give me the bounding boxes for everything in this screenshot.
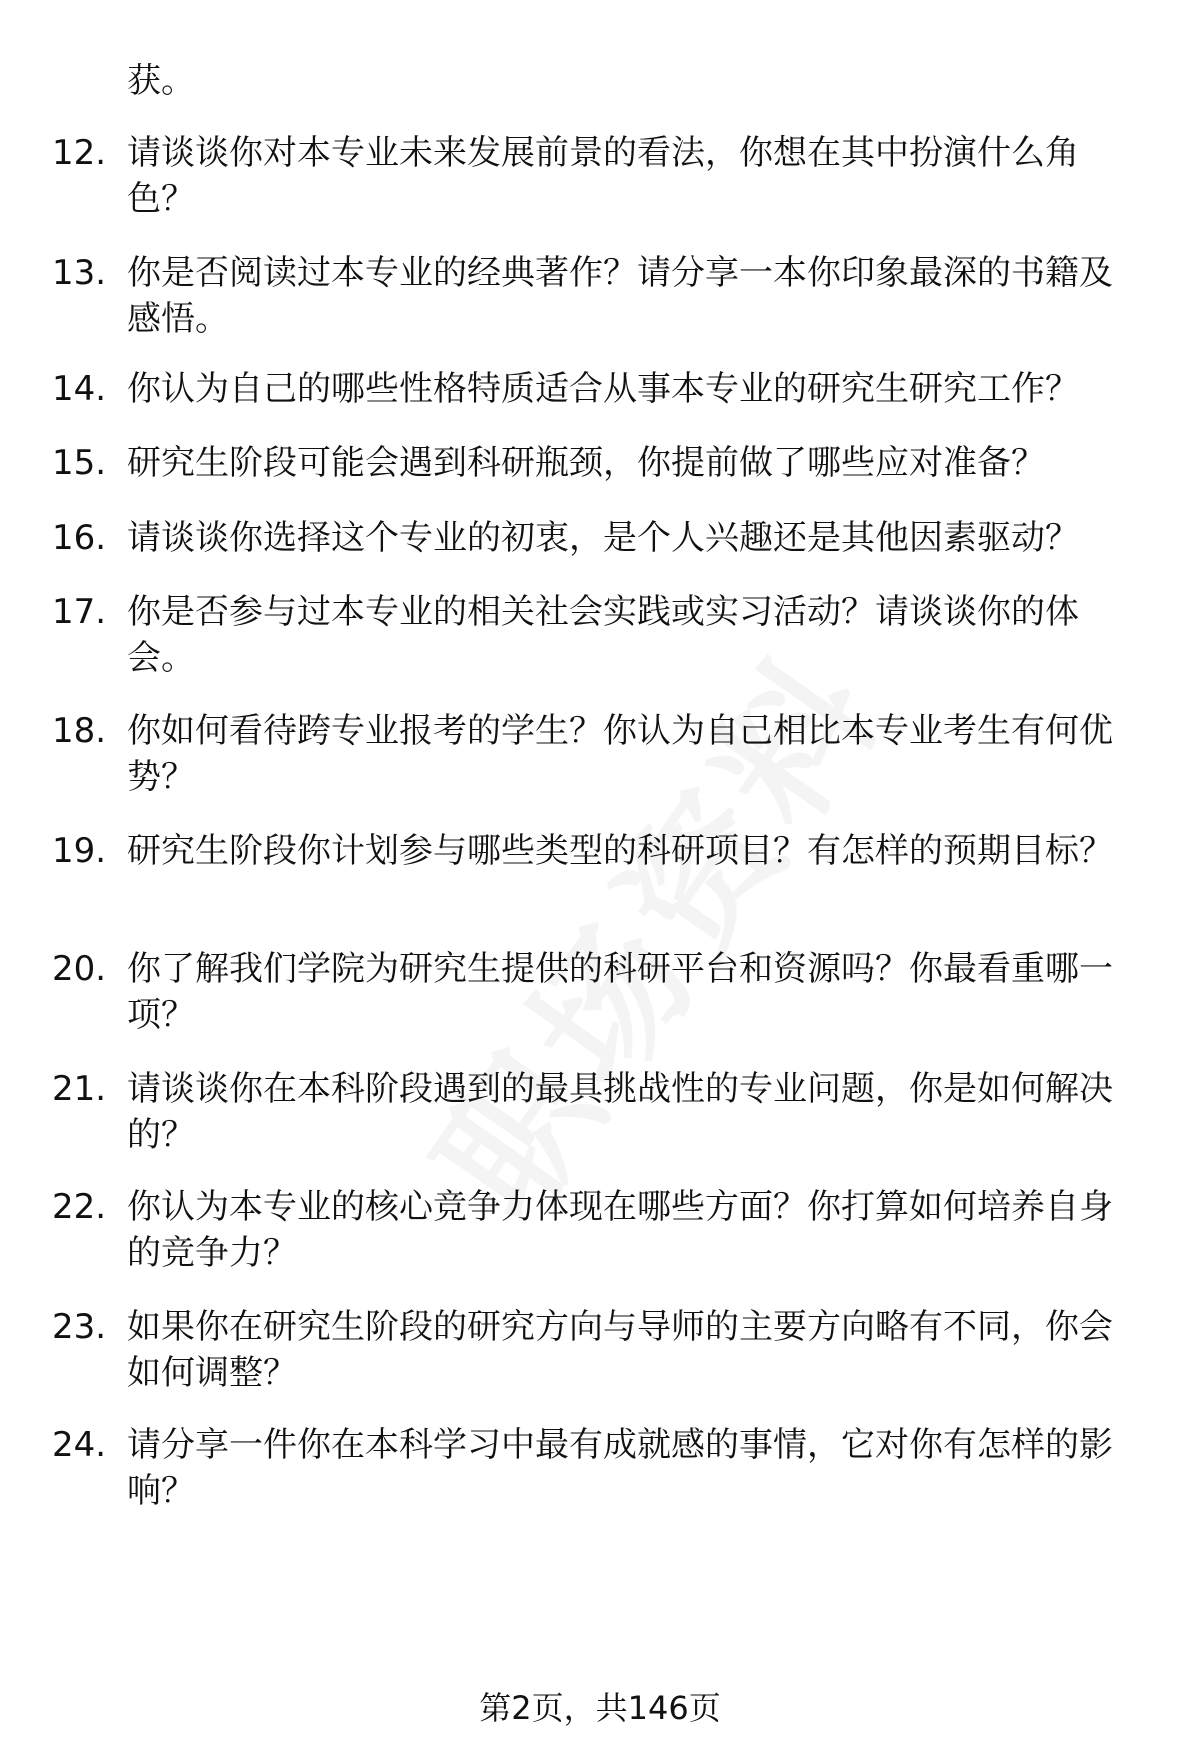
question-number: 15.	[52, 443, 107, 483]
question-number: 16.	[52, 518, 107, 558]
question-text: 研究生阶段可能会遇到科研瓶颈，你提前做了哪些应对准备？	[127, 443, 1045, 483]
list-item	[52, 1422, 1142, 1514]
list-item	[52, 946, 1142, 1038]
question-number: 22.	[52, 1187, 107, 1227]
question-text: 你是否参与过本专业的相关社会实践或实习活动？请谈谈你的体会。	[127, 592, 1079, 678]
question-text: 请谈谈你对本专业未来发展前景的看法，你想在其中扮演什么角色？	[127, 133, 1079, 219]
question-text: 请谈谈你在本科阶段遇到的最具挑战性的专业问题，你是如何解决的？	[127, 1069, 1113, 1155]
question-text: 你了解我们学院为研究生提供的科研平台和资源吗？你最看重哪一项？	[127, 949, 1113, 1035]
question-number: 13.	[52, 253, 107, 293]
list-item	[52, 589, 1142, 681]
list-item	[52, 1066, 1142, 1158]
question-text: 你认为自己的哪些性格特质适合从事本专业的研究生研究工作？	[127, 369, 1079, 409]
question-number: 23.	[52, 1307, 107, 1347]
list-item	[52, 250, 1142, 342]
question-number: 24.	[52, 1425, 107, 1465]
list-item	[52, 1304, 1142, 1396]
question-number: 17.	[52, 592, 107, 632]
question-text: 你如何看待跨专业报考的学生？你认为自己相比本专业考生有何优势？	[127, 711, 1113, 797]
question-text: 如果你在研究生阶段的研究方向与导师的主要方向略有不同，你会如何调整？	[127, 1307, 1113, 1393]
page-footer: 第2页，共146页	[479, 1689, 721, 1727]
continuation-text: 获。	[127, 61, 195, 101]
question-number: 20.	[52, 949, 107, 989]
question-text: 请谈谈你选择这个专业的初衷，是个人兴趣还是其他因素驱动？	[127, 518, 1079, 558]
list-item	[52, 515, 1142, 561]
list-item	[52, 1184, 1142, 1276]
list-item	[52, 708, 1142, 800]
list-item	[52, 440, 1142, 486]
question-number: 21.	[52, 1069, 107, 1109]
list-item	[52, 828, 1142, 874]
question-text: 研究生阶段你计划参与哪些类型的科研项目？有怎样的预期目标？	[127, 831, 1113, 871]
question-number: 18.	[52, 711, 107, 751]
list-item	[52, 130, 1142, 222]
question-number: 12.	[52, 133, 107, 173]
list-item	[52, 366, 1142, 412]
question-text: 你认为本专业的核心竞争力体现在哪些方面？你打算如何培养自身的竞争力？	[127, 1187, 1113, 1273]
question-number: 14.	[52, 369, 107, 409]
question-text: 你是否阅读过本专业的经典著作？请分享一本你印象最深的书籍及感悟。	[127, 253, 1113, 339]
question-text: 请分享一件你在本科学习中最有成就感的事情，它对你有怎样的影响？	[127, 1425, 1113, 1511]
question-number: 19.	[52, 831, 107, 871]
